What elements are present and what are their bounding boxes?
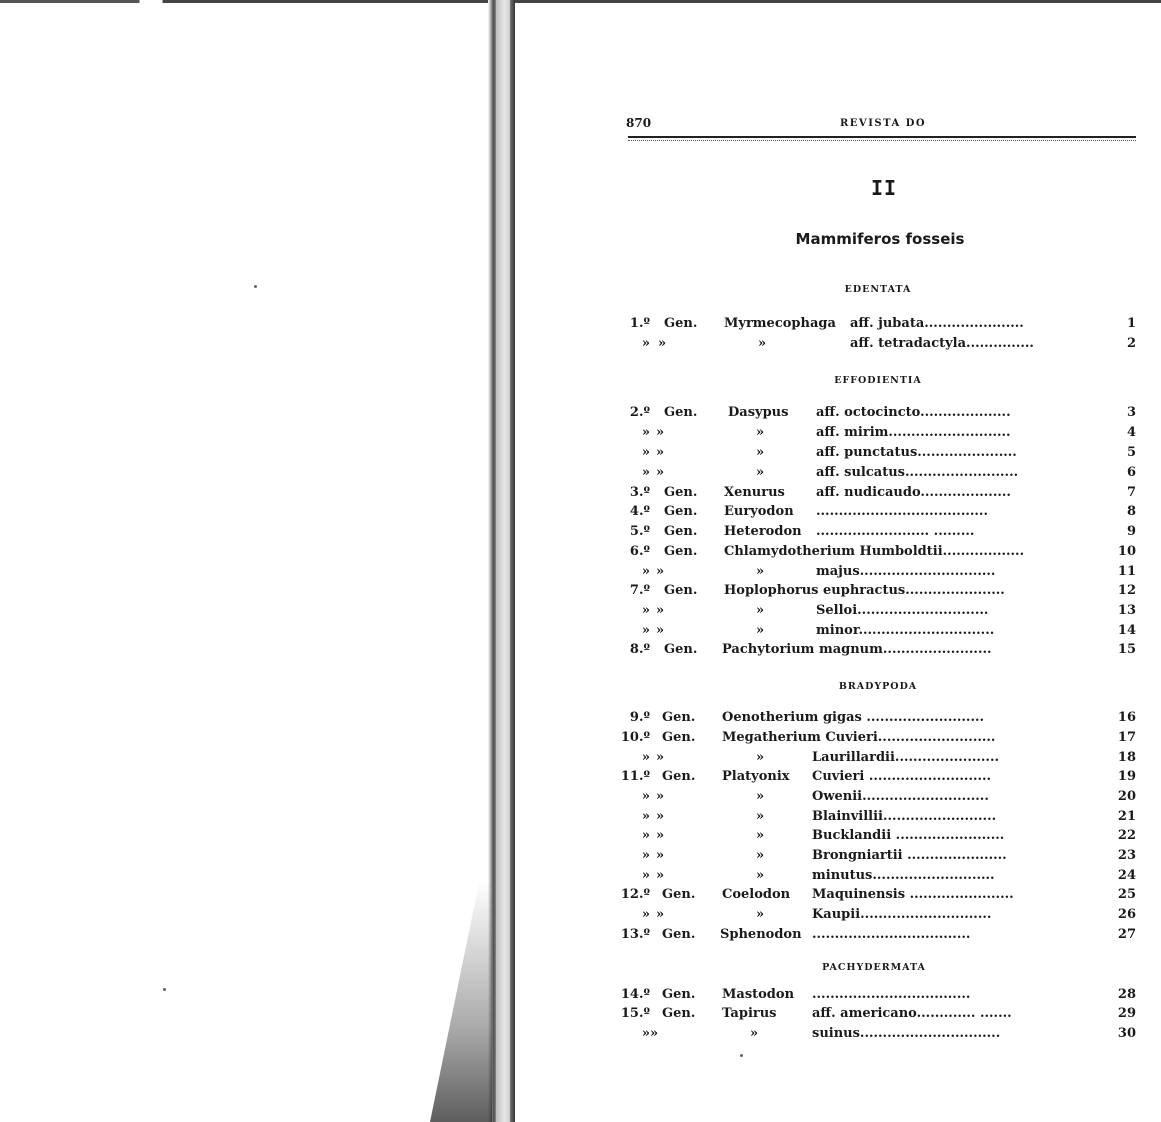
item-species: Blainvillii......................... (812, 809, 997, 824)
item-genus: Sphenodon (720, 927, 802, 942)
item-genus: Dasypus (728, 405, 789, 420)
item-number: 12 (1117, 583, 1136, 598)
item-gen-label: » (656, 848, 665, 863)
item-number: 15 (1117, 642, 1136, 657)
item-ordinal: 5.º (629, 524, 650, 539)
item-genus: Xenurus (724, 485, 785, 500)
header-rule-dotted (628, 140, 1136, 141)
item-number: 22 (1117, 828, 1136, 843)
list-item (612, 1006, 1136, 1024)
list-item (612, 1026, 1136, 1044)
item-number: 20 (1117, 789, 1136, 804)
item-number: 25 (1117, 887, 1136, 902)
item-gen-label: » (656, 445, 665, 460)
item-gen-label: » (656, 623, 665, 638)
list-item (612, 868, 1136, 886)
chapter-number: II (870, 176, 898, 200)
item-number: 28 (1117, 987, 1136, 1002)
section-heading-effodientia: EFFODIENTIA (834, 375, 922, 386)
section-heading-bradypoda: BRADYPODA (838, 681, 918, 692)
item-species: ................................... (812, 927, 971, 942)
speck (254, 285, 257, 288)
item-number: 14 (1117, 623, 1136, 638)
list-item (612, 336, 1136, 354)
item-number: 5 (1126, 445, 1136, 460)
item-gen-label: » (656, 603, 665, 618)
item-gen-label: Gen. (664, 642, 698, 657)
item-number: 13 (1117, 603, 1136, 618)
item-ordinal: 4.º (629, 504, 650, 519)
item-number: 19 (1117, 769, 1136, 784)
item-ordinal: 13.º (620, 927, 650, 942)
item-genus: Megatherium Cuvieri.......................... (722, 730, 996, 745)
page-title: Mammiferos fosseis (795, 230, 965, 248)
item-ordinal: 9.º (629, 710, 650, 725)
item-ordinal: 14.º (620, 987, 650, 1002)
item-ordinal: » (641, 868, 650, 883)
list-item (612, 445, 1136, 463)
ditto-mark: » (756, 868, 765, 883)
item-number: 18 (1117, 750, 1136, 765)
item-number: 2 (1126, 336, 1136, 351)
item-ordinal: 3.º (629, 485, 650, 500)
item-ordinal: 7.º (629, 583, 650, 598)
item-gen-label: Gen. (664, 485, 698, 500)
ditto-mark: » (756, 750, 765, 765)
list-item (612, 504, 1136, 522)
item-gen-label: Gen. (664, 583, 698, 598)
item-number: 9 (1126, 524, 1136, 539)
ditto-mark: » (756, 465, 765, 480)
item-species: Selloi............................. (816, 603, 989, 618)
item-ordinal: 2.º (629, 405, 650, 420)
item-ordinal: 12.º (620, 887, 650, 902)
item-gen-label: Gen. (664, 504, 698, 519)
item-ordinal: » (641, 623, 650, 638)
item-ordinal: 15.º (620, 1006, 650, 1021)
list-item (612, 730, 1136, 748)
item-gen-label: » (656, 750, 665, 765)
item-number: 3 (1126, 405, 1136, 420)
list-item (612, 405, 1136, 423)
item-number: 26 (1117, 907, 1136, 922)
speck (740, 1054, 743, 1057)
ditto-mark: » (756, 828, 765, 843)
ditto-mark: » (756, 603, 765, 618)
ditto-mark: » (756, 907, 765, 922)
item-genus: Pachytorium magnum........................ (722, 642, 992, 657)
item-ordinal: » (641, 789, 650, 804)
item-gen-label: » (656, 789, 665, 804)
item-species: Owenii............................ (812, 789, 989, 804)
list-item (612, 603, 1136, 621)
item-number: 7 (1126, 485, 1136, 500)
list-item (612, 907, 1136, 925)
item-species: aff. punctatus...................... (816, 445, 1017, 460)
item-gen-label: » (656, 465, 665, 480)
item-gen-label: Gen. (662, 730, 696, 745)
list-item (612, 887, 1136, 905)
item-ordinal: » (641, 750, 650, 765)
item-species: aff. nudicaudo.................... (816, 485, 1011, 500)
item-species: Cuvieri ........................... (812, 769, 992, 784)
item-ordinal: 11.º (620, 769, 650, 784)
item-species: Kaupii............................. (812, 907, 992, 922)
item-species: Brongniartii ...................... (812, 848, 1007, 863)
item-number: 8 (1126, 504, 1136, 519)
item-ordinal: 1.º (629, 316, 650, 331)
item-species: Bucklandii ........................ (812, 828, 1005, 843)
item-number: 24 (1117, 868, 1136, 883)
list-item (612, 583, 1136, 601)
ditto-mark: » (756, 425, 765, 440)
item-gen-label: Gen. (662, 927, 696, 942)
list-item (612, 524, 1136, 542)
item-number: 23 (1117, 848, 1136, 863)
item-number: 16 (1117, 710, 1136, 725)
list-item (612, 927, 1136, 945)
gutter-shadow (430, 880, 492, 1122)
item-species: Maquinensis ....................... (812, 887, 1014, 902)
list-item (612, 809, 1136, 827)
item-number: 27 (1117, 927, 1136, 942)
list-item (612, 316, 1136, 334)
item-gen-label: Gen. (662, 769, 696, 784)
item-gen-label: » (656, 828, 665, 843)
book-gutter (488, 0, 526, 1122)
list-item (612, 465, 1136, 483)
item-species: ......................... ......... (816, 524, 975, 539)
item-species: aff. sulcatus......................... (816, 465, 1019, 480)
page-top-edge (0, 0, 1161, 3)
list-item (612, 623, 1136, 641)
item-ordinal: » (641, 809, 650, 824)
item-species: aff. tetradactyla............... (850, 336, 1034, 351)
item-species: ................................... (812, 987, 971, 1002)
item-ordinal: » (641, 564, 650, 579)
item-number: 21 (1117, 809, 1136, 824)
item-genus: Coelodon (722, 887, 791, 902)
item-ordinal: 6.º (629, 544, 650, 559)
item-ordinal: » (641, 445, 650, 460)
ditto-mark: » (756, 789, 765, 804)
item-genus: Chlamydotherium Humboldtii.................. (724, 544, 1025, 559)
item-number: 17 (1117, 730, 1136, 745)
ditto-mark: » (756, 809, 765, 824)
item-gen-label: » (656, 907, 665, 922)
item-species: minutus........................... (812, 868, 995, 883)
list-item (612, 642, 1136, 660)
item-species: suinus............................... (812, 1026, 1001, 1041)
section-heading-pachydermata: PACHYDERMATA (822, 962, 926, 973)
item-genus: Euryodon (724, 504, 794, 519)
item-species: aff. mirim........................... (816, 425, 1011, 440)
list-item (612, 564, 1136, 582)
item-species: ...................................... (816, 504, 988, 519)
item-gen-label: » (650, 1026, 659, 1041)
item-gen-label: » (656, 425, 665, 440)
item-number: 30 (1117, 1026, 1136, 1041)
item-gen-label: » (658, 336, 667, 351)
item-ordinal: » (641, 465, 650, 480)
item-ordinal: » (641, 828, 650, 843)
item-genus: Oenotherium gigas .......................... (722, 710, 985, 725)
list-item (612, 544, 1136, 562)
item-gen-label: Gen. (664, 544, 698, 559)
item-gen-label: » (656, 564, 665, 579)
item-ordinal: » (641, 848, 650, 863)
list-item (612, 710, 1136, 728)
item-gen-label: Gen. (662, 1006, 696, 1021)
ditto-mark: » (750, 1026, 759, 1041)
item-gen-label: Gen. (662, 887, 696, 902)
item-ordinal: » (641, 336, 650, 351)
item-gen-label: Gen. (662, 987, 696, 1002)
list-item (612, 828, 1136, 846)
section-heading-edentata: EDENTATA (844, 284, 912, 295)
item-number: 4 (1126, 425, 1136, 440)
item-ordinal: » (641, 425, 650, 440)
speck (163, 988, 166, 991)
item-genus: Hoplophorus euphractus...................... (724, 583, 1005, 598)
item-species: majus.............................. (816, 564, 996, 579)
item-ordinal: » (641, 1026, 650, 1041)
list-item (612, 750, 1136, 768)
list-item (612, 425, 1136, 443)
item-number: 10 (1117, 544, 1136, 559)
running-head: REVISTA DO (840, 118, 927, 129)
item-species: aff. americano............. ....... (812, 1006, 1012, 1021)
item-gen-label: Gen. (664, 524, 698, 539)
list-item (612, 987, 1136, 1005)
item-gen-label: Gen. (664, 405, 698, 420)
ditto-mark: » (756, 848, 765, 863)
ditto-mark: » (756, 564, 765, 579)
list-item (612, 485, 1136, 503)
item-number: 1 (1126, 316, 1136, 331)
page-number: 870 (626, 116, 652, 130)
item-species: aff. octocincto.................... (816, 405, 1011, 420)
item-gen-label: Gen. (664, 316, 698, 331)
item-ordinal: 10.º (620, 730, 650, 745)
item-number: 29 (1117, 1006, 1136, 1021)
item-ordinal: » (641, 603, 650, 618)
list-item (612, 789, 1136, 807)
item-genus: Platyonix (722, 769, 790, 784)
list-item (612, 769, 1136, 787)
item-number: 11 (1117, 564, 1136, 579)
item-species: aff. jubata...................... (850, 316, 1024, 331)
ditto-mark: » (756, 623, 765, 638)
item-species: minor.............................. (816, 623, 995, 638)
item-species: Laurillardii....................... (812, 750, 1000, 765)
item-genus: Heterodon (724, 524, 802, 539)
page-header (626, 116, 1136, 132)
item-gen-label: » (656, 868, 665, 883)
item-number: 6 (1126, 465, 1136, 480)
ditto-mark: » (756, 445, 765, 460)
item-ordinal: » (641, 907, 650, 922)
item-gen-label: » (656, 809, 665, 824)
item-genus: Mastodon (722, 987, 795, 1002)
item-genus: Myrmecophaga (724, 316, 836, 331)
item-ordinal: 8.º (629, 642, 650, 657)
item-genus: Tapirus (722, 1006, 777, 1021)
ditto-mark: » (758, 336, 767, 351)
list-item (612, 848, 1136, 866)
item-gen-label: Gen. (662, 710, 696, 725)
